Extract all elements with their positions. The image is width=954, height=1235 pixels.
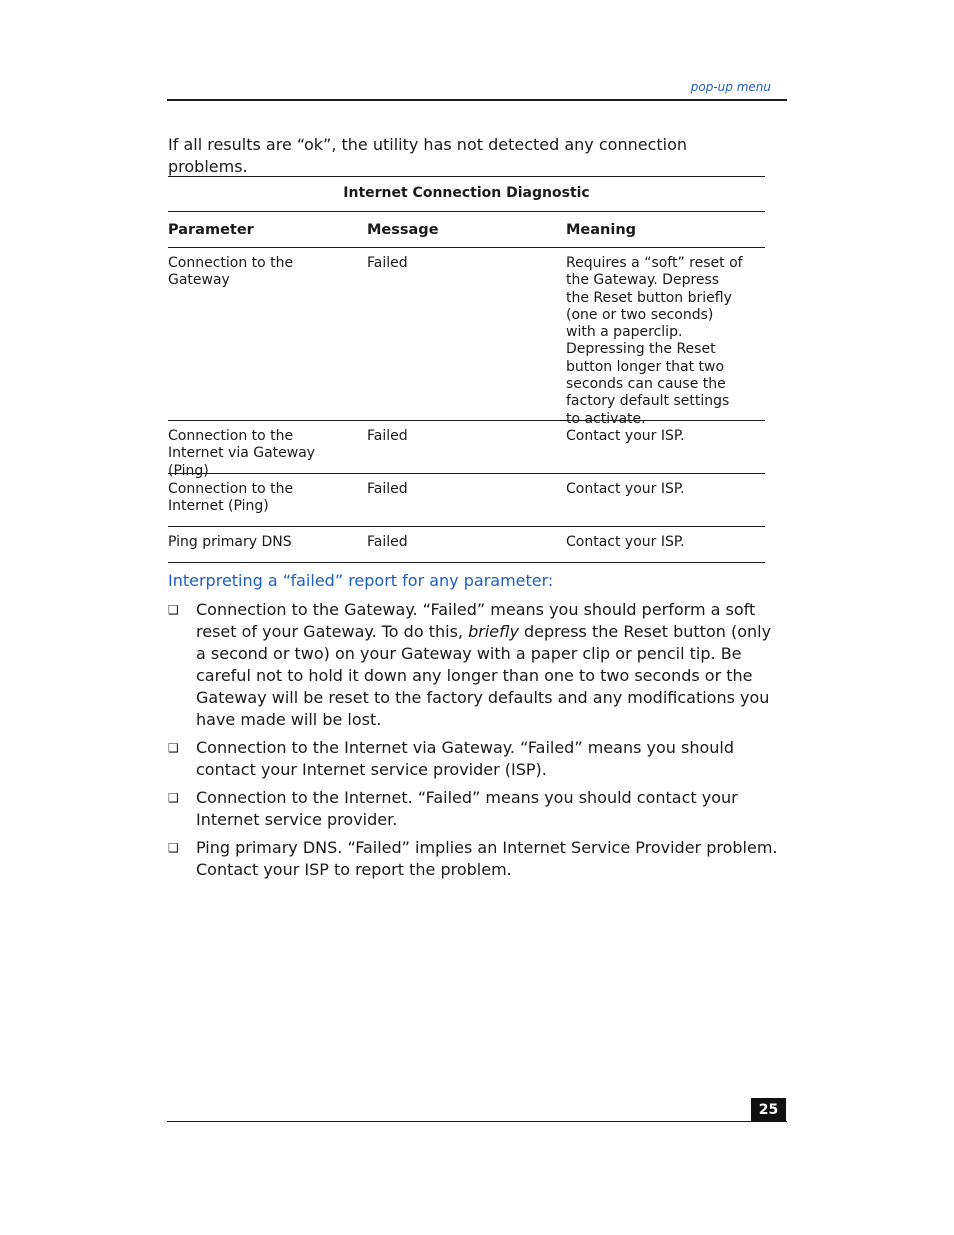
table-row xyxy=(168,527,765,563)
cell-meaning: Contact your ISP. xyxy=(566,481,685,497)
column-header-meaning: Meaning xyxy=(566,221,637,238)
cell-message: Failed xyxy=(367,534,408,550)
page-number: 25 xyxy=(751,1098,786,1122)
cell-parameter: Connection to the Gateway xyxy=(168,255,294,289)
emphasis-briefly: briefly xyxy=(468,622,519,641)
table-header-row xyxy=(168,212,765,248)
table-row xyxy=(168,421,765,479)
cell-meaning: Requires a “soft” reset of the Gateway. Depress the Reset button briefly (one or two seconds) with a paperclip. Depressing the Reset button longer that two seconds can cause the factory default settings to activate. xyxy=(566,255,743,427)
bullet-text-part: Connection to the Gateway. “Failed” means you should perform a soft reset of your Gateway. To do this, xyxy=(196,600,756,641)
checkbox-bullet-icon: ❑ xyxy=(168,603,179,617)
cell-message: Failed xyxy=(367,428,408,444)
list-item xyxy=(168,837,780,881)
cell-meaning: Contact your ISP. xyxy=(566,534,685,550)
checkbox-bullet-icon: ❑ xyxy=(168,841,179,855)
running-header: pop-up menu xyxy=(690,80,771,94)
cell-message: Failed xyxy=(367,255,408,271)
cell-parameter: Connection to the Internet via Gateway (Ping) xyxy=(168,428,316,479)
checkbox-bullet-icon: ❑ xyxy=(168,791,179,805)
section-heading: Interpreting a “failed” report for any parameter: xyxy=(168,571,554,590)
bullet-list xyxy=(168,599,780,887)
bullet-text: Connection to the Internet via Gateway. “Failed” means you should contact your Internet service provider (ISP). xyxy=(196,738,734,779)
bullet-text-part: depress the Reset button (only a second or two) on your Gateway with a paper clip or pencil tip. Be careful not to hold it down any longer than one to two seconds or the Gateway will be reset to the factory defaults and any modifications you have made will be lost. xyxy=(196,622,772,729)
cell-parameter: Ping primary DNS xyxy=(168,534,292,550)
bullet-text xyxy=(196,599,780,731)
table-row xyxy=(168,474,765,527)
checkbox-bullet-icon: ❑ xyxy=(168,741,179,755)
column-header-message: Message xyxy=(367,221,439,238)
bullet-text: Ping primary DNS. “Failed” implies an Internet Service Provider problem. Contact your ISP to report the problem. xyxy=(196,838,778,879)
column-header-parameter: Parameter xyxy=(168,221,254,238)
cell-message: Failed xyxy=(367,481,408,497)
bullet-text: Connection to the Internet. “Failed” means you should contact your Internet service provider. xyxy=(196,788,738,829)
header-rule xyxy=(167,99,787,101)
table-title: Internet Connection Diagnostic xyxy=(168,176,765,212)
cell-meaning: Contact your ISP. xyxy=(566,428,685,444)
diagnostic-table xyxy=(168,176,765,563)
list-item xyxy=(168,599,780,731)
cell-parameter: Connection to the Internet (Ping) xyxy=(168,481,294,515)
footer-rule xyxy=(167,1121,787,1122)
list-item xyxy=(168,787,780,831)
list-item xyxy=(168,737,780,781)
intro-paragraph: If all results are “ok”, the utility has not detected any connection problems. xyxy=(168,135,688,176)
table-row xyxy=(168,248,765,427)
